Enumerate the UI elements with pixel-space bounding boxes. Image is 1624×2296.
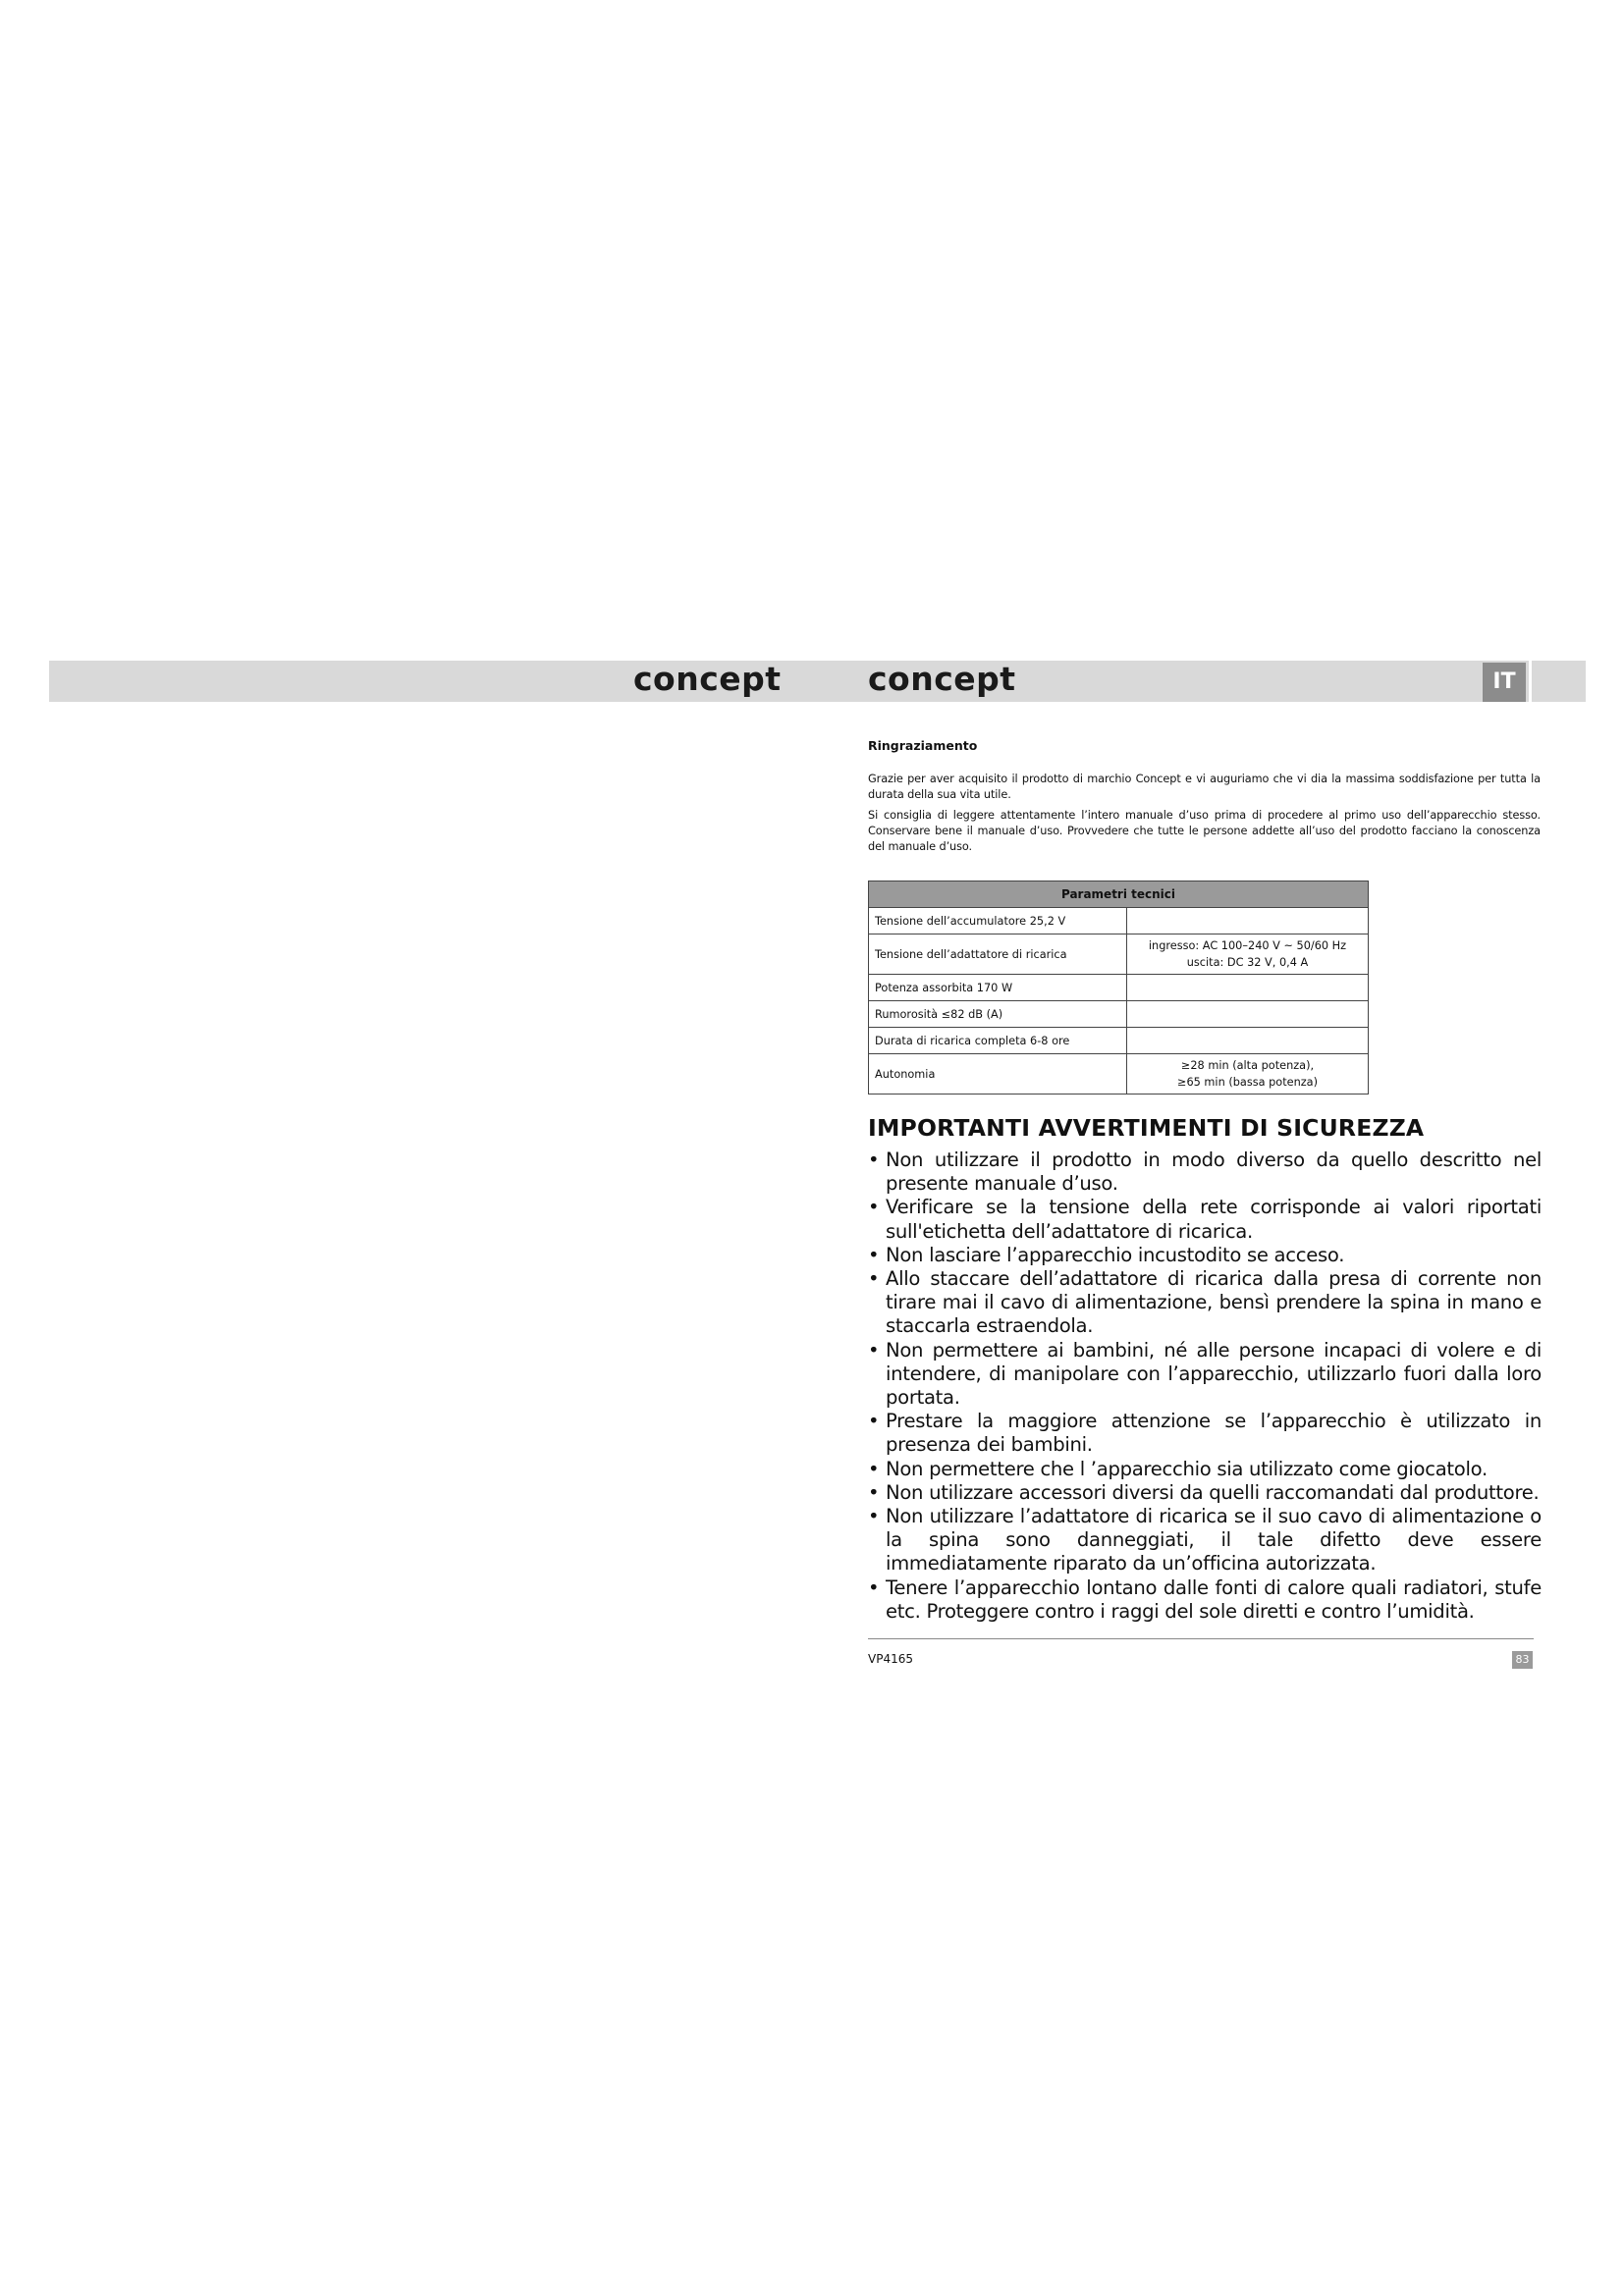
param-label: Durata di ricarica completa 6-8 ore — [869, 1028, 1127, 1054]
table-title: Parametri tecnici — [869, 881, 1369, 908]
table-row — [869, 1054, 1369, 1095]
param-value-line: uscita: DC 32 V, 0,4 A — [1186, 956, 1309, 969]
intro-paragraph: Si consiglia di leggere attentamente l’intero manuale d’uso prima di procedere al primo uso dell’apparecchio stesso. Conservare bene il manuale d’uso. Provvedere che tutte le persone addette all’uso del prodotto facciano la conoscenza del manuale d’uso. — [868, 809, 1541, 853]
param-value — [1127, 1054, 1369, 1095]
table-row — [869, 908, 1369, 934]
list-item: • Tenere l’apparecchio lontano dalle fonti di calore quali radiatori, stufe etc. Proteggere contro i raggi del sole diretti e contro l’umidità. — [868, 1576, 1542, 1624]
param-value-line: ≥65 min (bassa potenza) — [1177, 1076, 1318, 1089]
param-value-line: ingresso: AC 100–240 V ~ 50/60 Hz — [1148, 939, 1347, 952]
model-number: VP4165 — [868, 1652, 913, 1666]
param-label: Tensione dell’adattatore di ricarica — [869, 934, 1127, 975]
param-value — [1127, 975, 1369, 1001]
list-item: • Non utilizzare il prodotto in modo diverso da quello descritto nel presente manuale d’uso. — [868, 1148, 1542, 1196]
list-item: • Non permettere ai bambini, né alle persone incapaci di volere e di intendere, di manipolare con l’apparecchio, utilizzarlo fuori dalla loro portata. — [868, 1339, 1542, 1411]
list-item: • Non lasciare l’apparecchio incustodito se acceso. — [868, 1244, 1542, 1267]
table-row — [869, 975, 1369, 1001]
list-item: • Non utilizzare l’adattatore di ricarica se il suo cavo di alimentazione o la spina sono danneggiati, il tale difetto deve essere immediatamente riparato da un’officina autorizzata. — [868, 1505, 1542, 1576]
param-label: Rumorosità ≤82 dB (A) — [869, 1001, 1127, 1028]
intro-heading: Ringraziamento — [868, 738, 978, 753]
param-value — [1127, 908, 1369, 934]
language-tag: IT — [1483, 663, 1526, 702]
list-item: • Prestare la maggiore attenzione se l’apparecchio è utilizzato in presenza dei bambini. — [868, 1410, 1542, 1457]
param-value — [1127, 1028, 1369, 1054]
brand-logo-right: concept — [868, 660, 1016, 698]
param-label: Autonomia — [869, 1054, 1127, 1095]
table-row — [869, 934, 1369, 975]
intro-section — [868, 738, 1541, 860]
page-number: 83 — [1512, 1651, 1533, 1669]
safety-warnings-list — [868, 1148, 1542, 1624]
param-value — [1127, 1001, 1369, 1028]
param-value-line: ≥28 min (alta potenza), — [1180, 1059, 1315, 1072]
list-item: • Allo staccare dell’adattatore di ricarica dalla presa di corrente non tirare mai il cavo di alimentazione, bensì prendere la spina in mano e staccarla estraendola. — [868, 1267, 1542, 1339]
technical-parameters-table — [868, 881, 1369, 1095]
brand-logo-left: concept — [633, 660, 782, 698]
param-label: Tensione dell’accumulatore 25,2 V — [869, 908, 1127, 934]
footer-divider — [868, 1638, 1534, 1639]
param-value — [1127, 934, 1369, 975]
list-item: • Non utilizzare accessori diversi da quelli raccomandati dal produttore. — [868, 1481, 1542, 1505]
safety-heading: IMPORTANTI AVVERTIMENTI DI SICUREZZA — [868, 1114, 1425, 1142]
table-row — [869, 1028, 1369, 1054]
list-item: • Verificare se la tensione della rete corrisponde ai valori riportati sull'etichetta dell’adattatore di ricarica. — [868, 1196, 1542, 1243]
header-divider — [1529, 661, 1532, 702]
param-label: Potenza assorbita 170 W — [869, 975, 1127, 1001]
header-band — [49, 661, 1586, 702]
table-header-row — [869, 881, 1369, 908]
list-item: • Non permettere che l ’apparecchio sia utilizzato come giocatolo. — [868, 1458, 1542, 1481]
table-row — [869, 1001, 1369, 1028]
intro-paragraph: Grazie per aver acquisito il prodotto di marchio Concept e vi auguriamo che vi dia la massima soddisfazione per tutta la durata della sua vita utile. — [868, 773, 1541, 801]
